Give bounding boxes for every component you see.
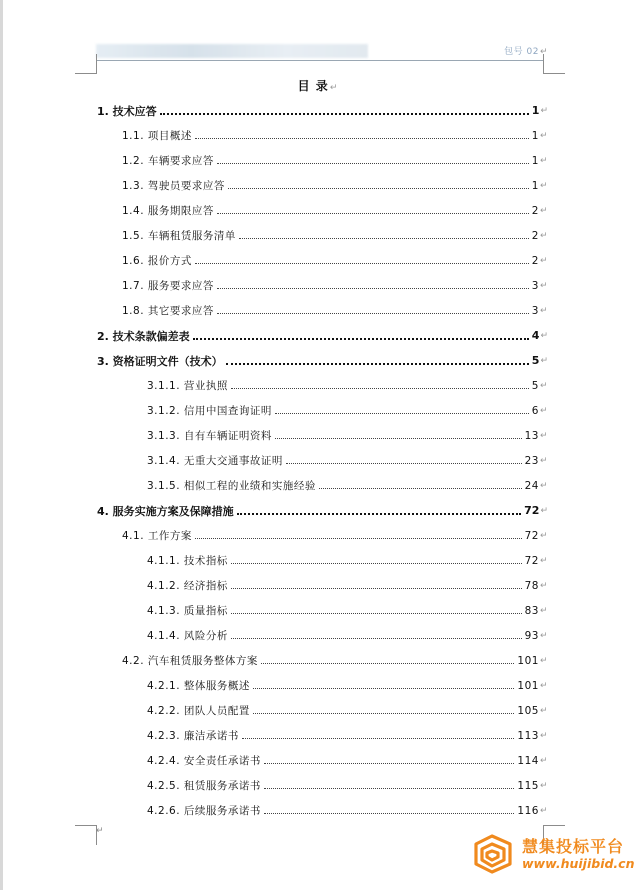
toc-leader-dots bbox=[231, 588, 522, 589]
toc-entry-label: 3.1.3. 自有车辆证明资料 bbox=[147, 430, 272, 442]
toc-entry-label: 4. 服务实施方案及保障措施 bbox=[97, 504, 234, 518]
paragraph-mark: ↵ bbox=[539, 780, 548, 791]
paragraph-mark: ↵ bbox=[540, 105, 548, 116]
stacked-boxes-logo-icon bbox=[470, 830, 516, 876]
paragraph-mark: ↵ bbox=[539, 180, 548, 191]
toc-entry-label: 4.1.1. 技术指标 bbox=[147, 555, 228, 567]
toc-leader-dots bbox=[195, 138, 529, 139]
toc-entry[interactable] bbox=[96, 298, 548, 323]
paragraph-mark: ↵ bbox=[539, 305, 548, 316]
toc-leader-dots bbox=[286, 463, 522, 464]
paragraph-mark: ↵ bbox=[539, 205, 548, 216]
toc-leader-dots bbox=[217, 313, 529, 314]
toc-entry-page: 113 bbox=[517, 729, 539, 742]
toc-leader-dots bbox=[195, 263, 529, 264]
toc-entry-page: 3 bbox=[531, 304, 539, 317]
toc-leader-dots bbox=[228, 188, 529, 189]
paragraph-mark: ↵ bbox=[539, 455, 548, 466]
toc-entry-page: 114 bbox=[517, 754, 539, 767]
toc-entry[interactable] bbox=[96, 698, 548, 723]
toc-leader-dots bbox=[231, 613, 522, 614]
toc-leader-dots bbox=[264, 813, 515, 814]
table-of-contents bbox=[96, 98, 548, 823]
toc-leader-dots bbox=[253, 713, 515, 714]
paragraph-mark: ↵ bbox=[539, 530, 548, 541]
paragraph-mark: ↵ bbox=[539, 380, 548, 391]
toc-entry-page: 23 bbox=[524, 454, 539, 467]
toc-entry[interactable] bbox=[96, 273, 548, 298]
toc-entry-page: 24 bbox=[524, 479, 539, 492]
paragraph-mark: ↵ bbox=[539, 130, 548, 141]
toc-entry-label: 1. 技术应答 bbox=[97, 104, 157, 118]
paragraph-mark: ↵ bbox=[539, 605, 548, 616]
toc-entry[interactable] bbox=[96, 648, 548, 673]
header-rule bbox=[96, 60, 544, 61]
paragraph-mark: ↵ bbox=[329, 83, 339, 93]
toc-leader-dots bbox=[261, 663, 515, 664]
toc-entry[interactable] bbox=[96, 573, 548, 598]
toc-entry-label: 1.8. 其它要求应答 bbox=[122, 305, 214, 317]
toc-entry[interactable] bbox=[96, 798, 548, 823]
paragraph-mark: ↵ bbox=[539, 630, 548, 641]
header-package-number bbox=[504, 44, 548, 57]
toc-entry-page: 2 bbox=[531, 254, 539, 267]
paragraph-mark: ↵ bbox=[539, 280, 548, 291]
toc-entry[interactable] bbox=[96, 598, 548, 623]
paragraph-mark: ↵ bbox=[539, 555, 548, 566]
toc-leader-dots bbox=[231, 388, 529, 389]
toc-entry-label: 3.1.4. 无重大交通事故证明 bbox=[147, 455, 283, 467]
toc-entry-label: 3.1.5. 相似工程的业绩和实施经验 bbox=[147, 480, 316, 492]
toc-entry-page: 5 bbox=[531, 354, 540, 367]
toc-entry-page: 72 bbox=[524, 504, 540, 517]
toc-entry[interactable] bbox=[96, 198, 548, 223]
crop-mark-bottom-left bbox=[75, 825, 97, 826]
toc-leader-dots bbox=[242, 738, 515, 739]
toc-leader-dots bbox=[275, 413, 529, 414]
paragraph-mark: ↵ bbox=[540, 330, 548, 341]
toc-entry-label: 4.2.4. 安全责任承诺书 bbox=[147, 755, 261, 767]
paragraph-mark: ↵ bbox=[96, 826, 104, 836]
toc-entry-label: 4.2.2. 团队人员配置 bbox=[147, 705, 250, 717]
toc-leader-dots bbox=[195, 538, 522, 539]
paragraph-mark: ↵ bbox=[539, 405, 548, 416]
paragraph-mark: ↵ bbox=[539, 705, 548, 716]
toc-entry-label: 1.6. 报价方式 bbox=[122, 255, 192, 267]
toc-entry-page: 72 bbox=[524, 529, 539, 542]
toc-leader-dots bbox=[226, 363, 529, 365]
toc-entry-page: 105 bbox=[517, 704, 539, 717]
toc-entry-label: 1.3. 驾驶员要求应答 bbox=[122, 180, 225, 192]
toc-entry-page: 2 bbox=[531, 204, 539, 217]
toc-entry[interactable] bbox=[96, 323, 548, 348]
toc-entry[interactable] bbox=[96, 173, 548, 198]
toc-leader-dots bbox=[217, 163, 529, 164]
paragraph-mark: ↵ bbox=[539, 680, 548, 691]
paragraph-mark: ↵ bbox=[539, 430, 548, 441]
toc-entry-page: 83 bbox=[524, 604, 539, 617]
toc-leader-dots bbox=[217, 288, 529, 289]
toc-entry-page: 101 bbox=[517, 654, 539, 667]
toc-entry-page: 5 bbox=[531, 379, 539, 392]
toc-entry-label: 1.4. 服务期限应答 bbox=[122, 205, 214, 217]
toc-title bbox=[0, 77, 636, 94]
toc-entry-label: 4.2. 汽车租赁服务整体方案 bbox=[122, 655, 258, 667]
toc-entry-page: 13 bbox=[524, 429, 539, 442]
toc-entry-page: 101 bbox=[517, 679, 539, 692]
toc-entry-label: 1.7. 服务要求应答 bbox=[122, 280, 214, 292]
paragraph-mark: ↵ bbox=[539, 480, 548, 491]
toc-entry-label: 4.1. 工作方案 bbox=[122, 530, 192, 542]
paragraph-mark: ↵ bbox=[539, 47, 548, 57]
toc-entry[interactable] bbox=[96, 423, 548, 448]
paragraph-mark: ↵ bbox=[539, 580, 548, 591]
toc-entry-label: 4.2.5. 租赁服务承诺书 bbox=[147, 780, 261, 792]
toc-entry[interactable] bbox=[96, 548, 548, 573]
paragraph-mark: ↵ bbox=[540, 505, 548, 516]
toc-leader-dots bbox=[217, 213, 529, 214]
toc-entry[interactable] bbox=[96, 123, 548, 148]
toc-entry[interactable] bbox=[96, 248, 548, 273]
toc-leader-dots bbox=[253, 688, 515, 689]
toc-entry-label: 1.5. 车辆租赁服务清单 bbox=[122, 230, 236, 242]
toc-leader-dots bbox=[275, 438, 522, 439]
paragraph-mark: ↵ bbox=[539, 805, 548, 816]
header-redacted-area bbox=[96, 44, 368, 58]
toc-leader-dots bbox=[231, 563, 522, 564]
page-left-edge bbox=[0, 0, 3, 890]
watermark-name: 慧集投标平台 bbox=[522, 837, 625, 856]
toc-entry[interactable] bbox=[96, 148, 548, 173]
toc-entry[interactable] bbox=[96, 448, 548, 473]
toc-leader-dots bbox=[237, 513, 521, 515]
toc-entry[interactable] bbox=[96, 748, 548, 773]
crop-mark-top-right bbox=[543, 54, 544, 73]
toc-entry-label: 4.2.6. 后续服务承诺书 bbox=[147, 805, 261, 817]
toc-leader-dots bbox=[160, 113, 529, 115]
toc-leader-dots bbox=[193, 338, 529, 340]
toc-entry-page: 2 bbox=[531, 229, 539, 242]
toc-leader-dots bbox=[264, 788, 515, 789]
toc-entry-label: 1.2. 车辆要求应答 bbox=[122, 155, 214, 167]
toc-entry[interactable] bbox=[96, 373, 548, 398]
crop-mark-top-right bbox=[543, 73, 565, 74]
toc-entry-page: 72 bbox=[524, 554, 539, 567]
toc-leader-dots bbox=[239, 238, 529, 239]
toc-entry-page: 115 bbox=[517, 779, 539, 792]
toc-entry[interactable] bbox=[96, 773, 548, 798]
toc-entry-page: 1 bbox=[531, 129, 539, 142]
toc-entry-page: 93 bbox=[524, 629, 539, 642]
toc-entry[interactable] bbox=[96, 723, 548, 748]
toc-entry-label: 4.1.2. 经济指标 bbox=[147, 580, 228, 592]
toc-entry-label: 3.1.2. 信用中国查询证明 bbox=[147, 405, 272, 417]
toc-entry[interactable] bbox=[96, 473, 548, 498]
toc-entry-page: 6 bbox=[531, 404, 539, 417]
toc-entry-page: 1 bbox=[531, 179, 539, 192]
crop-mark-top-left bbox=[75, 73, 97, 74]
watermark-url: www.huijibid.cn bbox=[522, 856, 635, 871]
toc-entry-page: 78 bbox=[524, 579, 539, 592]
toc-entry-label: 4.1.4. 风险分析 bbox=[147, 630, 228, 642]
header-package-text: 包号 02 bbox=[504, 47, 539, 57]
toc-entry-page: 3 bbox=[531, 279, 539, 292]
toc-leader-dots bbox=[264, 763, 515, 764]
toc-entry-page: 1 bbox=[531, 104, 540, 117]
toc-entry-page: 4 bbox=[531, 329, 540, 342]
toc-entry[interactable] bbox=[96, 623, 548, 648]
toc-entry[interactable] bbox=[96, 673, 548, 698]
paragraph-mark: ↵ bbox=[540, 355, 548, 366]
toc-entry-page: 1 bbox=[531, 154, 539, 167]
toc-entry-label: 2. 技术条款偏差表 bbox=[97, 329, 190, 343]
paragraph-mark: ↵ bbox=[539, 255, 548, 266]
toc-entry-label: 3.1.1. 营业执照 bbox=[147, 380, 228, 392]
toc-entry[interactable] bbox=[96, 98, 548, 123]
crop-mark-top-left bbox=[96, 54, 97, 73]
paragraph-mark: ↵ bbox=[539, 655, 548, 666]
toc-entry[interactable] bbox=[96, 223, 548, 248]
paragraph-mark: ↵ bbox=[539, 755, 548, 766]
toc-entry[interactable] bbox=[96, 348, 548, 373]
paragraph-mark: ↵ bbox=[539, 230, 548, 241]
toc-entry[interactable] bbox=[96, 398, 548, 423]
toc-entry[interactable] bbox=[96, 498, 548, 523]
paragraph-mark: ↵ bbox=[539, 155, 548, 166]
toc-entry-label: 4.2.1. 整体服务概述 bbox=[147, 680, 250, 692]
toc-leader-dots bbox=[231, 638, 522, 639]
toc-entry-label: 1.1. 项目概述 bbox=[122, 130, 192, 142]
paragraph-mark: ↵ bbox=[539, 730, 548, 741]
toc-entry-label: 4.2.3. 廉洁承诺书 bbox=[147, 730, 239, 742]
toc-entry-page: 116 bbox=[517, 804, 539, 817]
toc-leader-dots bbox=[319, 488, 522, 489]
watermark-logo bbox=[466, 826, 636, 890]
toc-entry-label: 3. 资格证明文件（技术） bbox=[97, 354, 223, 368]
toc-entry-label: 4.1.3. 质量指标 bbox=[147, 605, 228, 617]
toc-entry[interactable] bbox=[96, 523, 548, 548]
toc-title-text: 目 录 bbox=[297, 79, 329, 93]
